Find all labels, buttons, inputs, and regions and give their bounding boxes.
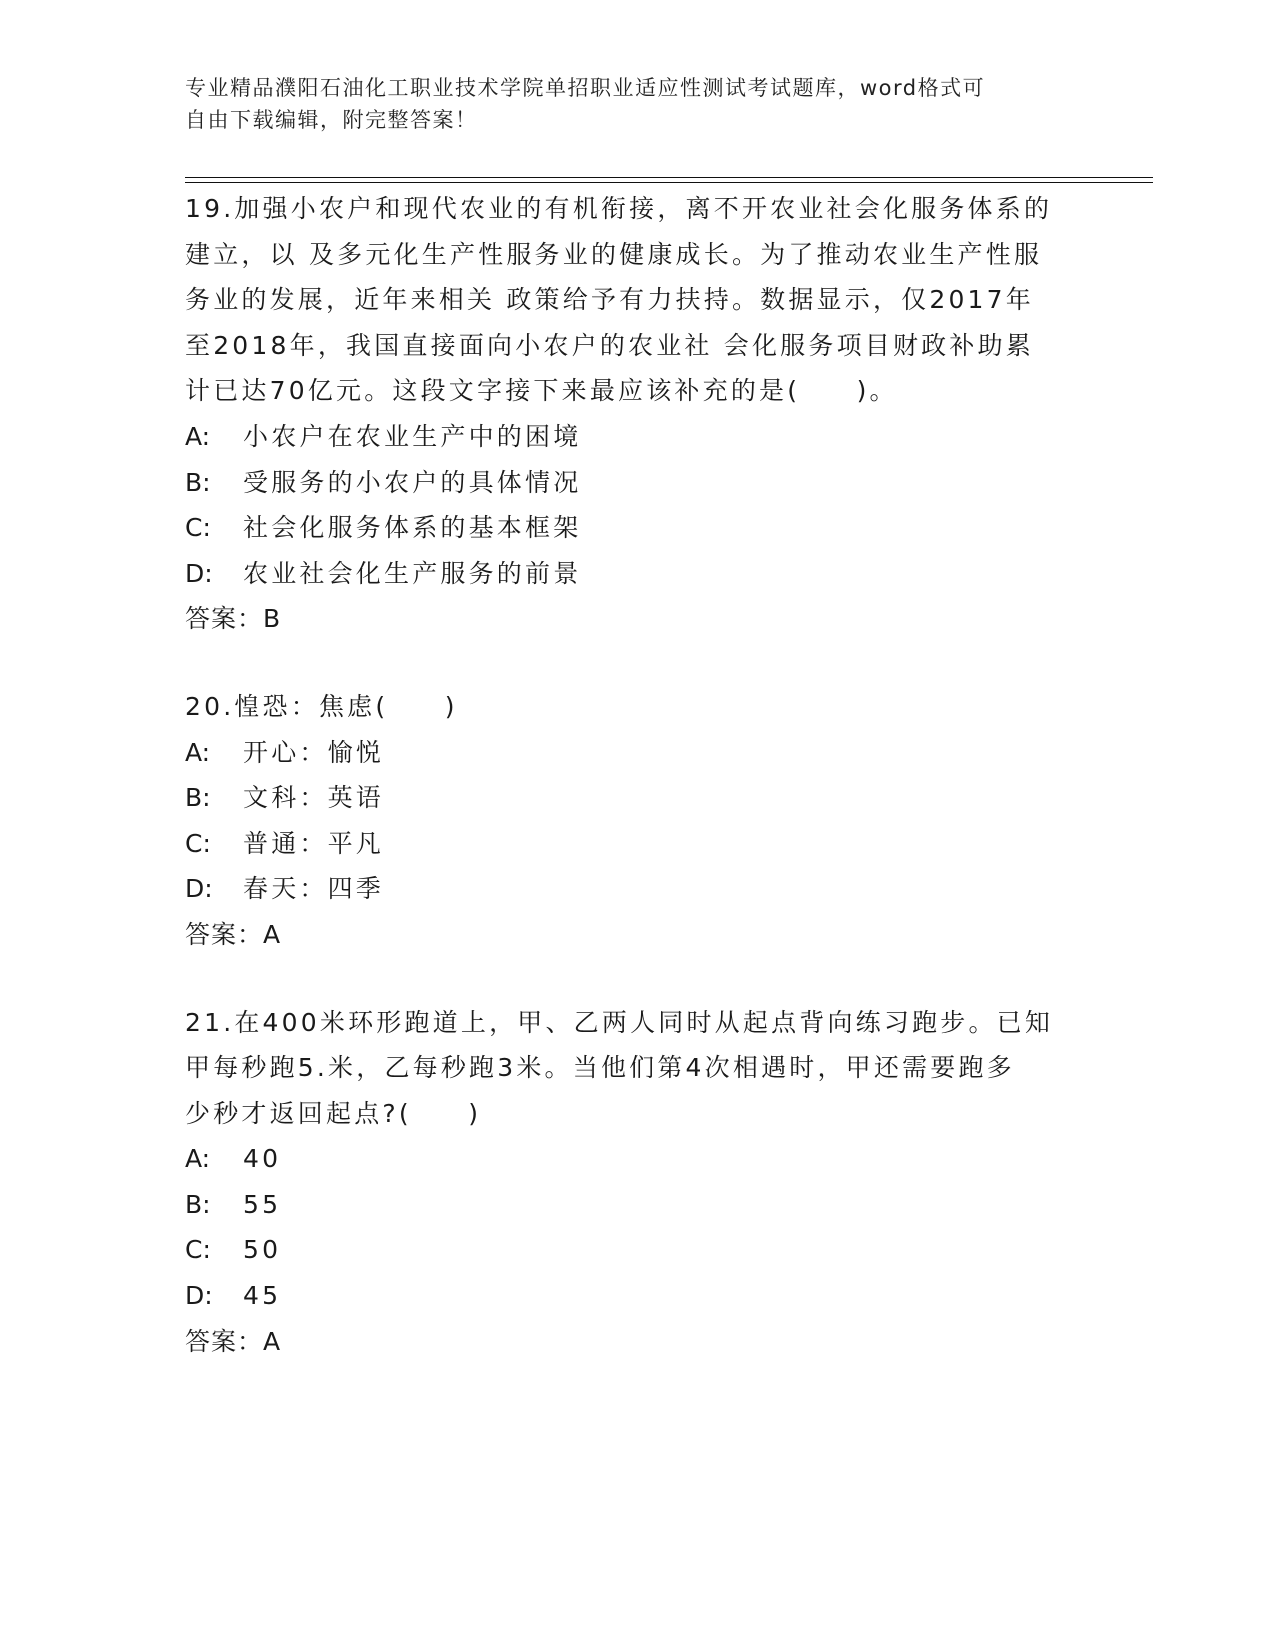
question-stem-line: 至2018年，我国直接面向小农户的农业社 会化服务项目财政补助累	[185, 330, 1034, 360]
header-rule-top	[185, 177, 1153, 178]
question-list	[185, 186, 1085, 1406]
option-a	[185, 730, 1085, 776]
option-text: 小农户在农业生产中的困境	[243, 421, 582, 451]
header-line-2: 自由下载编辑，附完整答案！	[185, 108, 478, 132]
option-text: 社会化服务体系的基本框架	[243, 513, 582, 543]
question-stem-line: 计已达70亿元。这段文字接下来最应该补充的是( )。	[185, 376, 898, 406]
document-header	[185, 72, 1065, 136]
option-c	[185, 505, 1085, 551]
header-rule-bottom	[185, 182, 1153, 183]
question-stem-line: 甲每秒跑5.米，乙每秒跑3米。当他们第4次相遇时，甲还需要跑多	[185, 1053, 1015, 1083]
option-d	[185, 866, 1085, 912]
option-key: A:	[185, 421, 211, 451]
question-stem-line: 务业的发展，近年来相关 政策给予有力扶持。数据显示，仅2017年	[185, 285, 1034, 315]
option-text: 文科：英语	[243, 783, 385, 813]
option-key: A:	[185, 1144, 211, 1174]
option-text: 50	[243, 1235, 282, 1265]
option-text: 45	[243, 1281, 282, 1311]
option-text: 开心：愉悦	[243, 737, 385, 767]
option-key: D:	[185, 874, 213, 904]
option-d	[185, 551, 1085, 597]
question-stem-line: 20.惶恐：焦虑( )	[185, 691, 458, 721]
answer-line: 答案：A	[185, 919, 282, 949]
header-line-1: 专业精品濮阳石油化工职业技术学院单招职业适应性测试考试题库，word格式可	[185, 76, 986, 100]
option-key: B:	[185, 1189, 211, 1219]
option-b	[185, 1182, 1085, 1228]
option-b	[185, 775, 1085, 821]
option-key: C:	[185, 1235, 211, 1265]
option-a	[185, 1136, 1085, 1182]
option-b	[185, 460, 1085, 506]
option-c	[185, 1227, 1085, 1273]
option-text: 55	[243, 1189, 282, 1219]
option-text: 40	[243, 1144, 282, 1174]
option-text: 农业社会化生产服务的前景	[243, 558, 582, 588]
answer-line: 答案：B	[185, 604, 282, 634]
answer-line: 答案：A	[185, 1326, 282, 1356]
question-stem-line: 19.加强小农户和现代农业的有机衔接，离不开农业社会化服务体系的	[185, 194, 1053, 223]
option-d	[185, 1273, 1085, 1319]
question-20	[185, 684, 1085, 958]
question-stem-line: 建立，以 及多元化生产性服务业的健康成长。为了推动农业生产性服	[185, 239, 1043, 269]
option-key: C:	[185, 828, 211, 858]
option-key: D:	[185, 558, 213, 588]
option-key: D:	[185, 1281, 213, 1311]
question-stem-line: 21.在400米环形跑道上，甲、乙两人同时从起点背向练习跑步。已知	[185, 1007, 1054, 1037]
option-text: 受服务的小农户的具体情况	[243, 467, 582, 497]
option-key: B:	[185, 783, 211, 813]
option-key: C:	[185, 513, 211, 543]
option-key: A:	[185, 737, 211, 767]
option-a	[185, 414, 1085, 460]
option-c	[185, 821, 1085, 867]
option-text: 普通：平凡	[243, 828, 385, 858]
question-21	[185, 1000, 1085, 1365]
question-19	[185, 186, 1085, 642]
option-text: 春天：四季	[243, 874, 385, 904]
question-stem-line: 少秒才返回起点?( )	[185, 1098, 482, 1128]
option-key: B:	[185, 467, 211, 497]
